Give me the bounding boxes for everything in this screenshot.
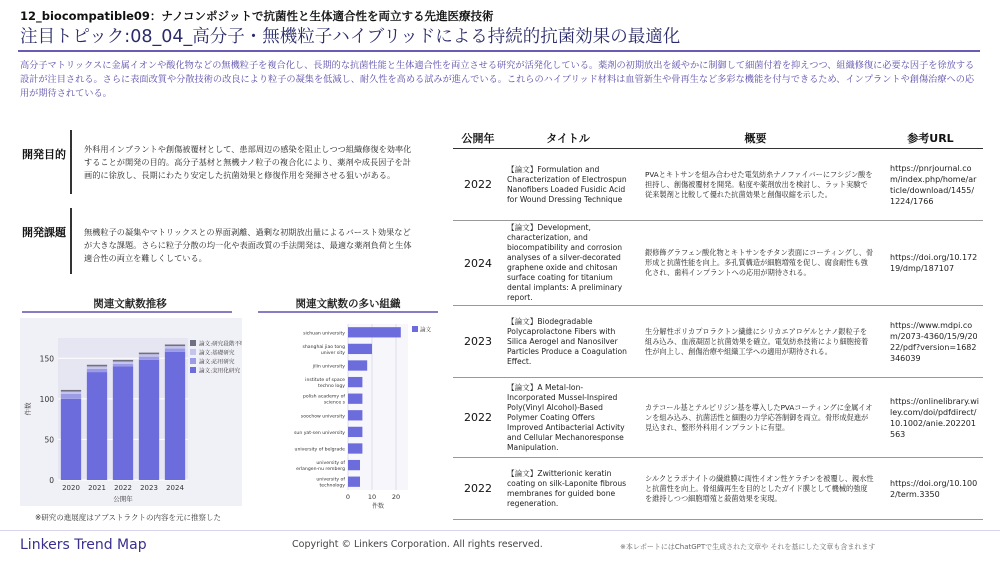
row-url[interactable]: https://pnrjournal.com/index.php/home/article/download/1455/1224/1766 — [878, 149, 983, 221]
table-header-row — [453, 128, 983, 149]
y-tick-label: university of belgrade — [294, 447, 345, 453]
header-summary: 概要 — [633, 128, 878, 149]
bar-segment — [61, 390, 81, 392]
linkers-logo: Linkers Trend Map — [20, 537, 147, 553]
y-tick-label: polish academy of — [302, 394, 345, 400]
bar-segment — [165, 344, 185, 346]
bar-segment — [87, 372, 107, 480]
reference-table — [453, 128, 983, 520]
bar-segment — [139, 354, 159, 356]
x-tick-label: 2024 — [166, 484, 184, 492]
row-summary: 生分解性ポリカプロラクトン繊維にシリカエアロゲルとナノ銀粒子を組み込み、血液凝固と抗菌効果を確立。電気紡糸技術により細胞接着性が向上し、創傷治療や組織工学への適用が期待される。 — [633, 306, 878, 378]
row-summary: PVAとキトサンを組み合わせた電気紡糸ナノファイバーにフシジン酸を担持し、創傷被覆材を開発。粘度や薬剤放出を検討し、ラット実験で従来製剤と比較して優れた抗菌効果と創傷収縮を示した。 — [633, 149, 878, 221]
disclaimer-text: ※本レポートにはChatGPTで生成された文章や それを基にした文章も含まれます — [620, 543, 876, 551]
x-tick-label: 2020 — [62, 484, 80, 492]
row-summary: カテコール基とテルピリジン基を導入したPVAコーティングに金属イオンを組み込み、抗菌活性と細胞の力学応答制御を両立。骨形成促進が見込まれ、整形外科用インプラントに有望。 — [633, 378, 878, 458]
row-year: 2022 — [453, 458, 503, 520]
bar-segment — [165, 349, 185, 352]
bar-segment — [87, 365, 107, 367]
table-row — [453, 306, 983, 378]
bar-segment — [61, 392, 81, 394]
issue-divider — [70, 208, 72, 274]
row-title: 【論文】Biodegradable Polycaprolactone Fibers with Silica Aerogel and Nanosilver Particles Produce a Coagulation Effect. — [503, 306, 633, 378]
bar-segment — [87, 369, 107, 372]
row-title: 【論文】A Metal-Ion-Incorporated Mussel-Inspired Poly(Vinyl Alcohol)-Based Polymer Coating Offers Improved Antibacterial Activity and Cellular Mechanoresponse Manipulation. — [503, 378, 633, 458]
issue-text: 無機粒子の凝集やマトリックスとの界面剥離、過剰な初期放出量によるバースト効果などが大きな課題。さらに粒子分散の均一化や表面改質の手法開発は、最適な薬剤負荷と生体適合性の両立を難しくしている。 — [84, 227, 412, 263]
y-tick-label-cont: technology — [319, 483, 345, 489]
issue-section — [22, 208, 412, 274]
bar-segment — [113, 360, 133, 362]
x-tick-label: 10 — [367, 493, 377, 501]
bar-segment — [139, 353, 159, 355]
org-bar — [348, 360, 367, 370]
y-tick-label: 0 — [49, 476, 54, 485]
bar-segment — [165, 346, 185, 348]
x-tick-label: 2022 — [114, 484, 132, 492]
y-tick-label-cont: science s — [323, 400, 345, 406]
bar-segment — [139, 360, 159, 480]
org-bar — [348, 460, 360, 470]
legend-swatch — [190, 367, 196, 373]
y-tick-label: soochow university — [300, 414, 345, 420]
y-tick-label: 150 — [39, 354, 54, 364]
y-axis-label: 件数 — [24, 402, 32, 416]
header-year: 公開年 — [453, 128, 503, 149]
org-chart-title: 関連文献数の多い組織 — [295, 298, 401, 310]
org-bar — [348, 377, 362, 387]
legend-label: 論文:研究段階不明 — [199, 341, 242, 348]
y-tick-label-cont: univer sity — [320, 350, 345, 356]
x-axis-label: 件数 — [371, 503, 385, 510]
report-code-title: 12_biocompatible09：ナノコンポジットで抗菌性と生体適合性を両立する先進医療技術 — [20, 9, 494, 23]
org-chart-divider — [258, 311, 438, 313]
bar-segment — [87, 366, 107, 368]
legend-label: 論文:基礎研究 — [199, 350, 235, 357]
legend-swatch — [190, 349, 196, 355]
bar-segment — [113, 366, 133, 480]
purpose-text: 外科用インプラントや創傷被覆材として、患部周辺の感染を阻止しつつ組織修復を効率化することが開発の目的。高分子基材と無機ナノ粒子の複合化により、薬剤や成長因子を計画的に徐放し、長期にわたり安定した抗菌効果と修復作用を発揮させる狙いがある。 — [84, 144, 412, 180]
y-tick-label: university of — [316, 461, 345, 467]
legend-label: 論文:応用研究 — [199, 359, 235, 366]
title-divider — [18, 50, 980, 52]
issue-label: 開発課題 — [22, 226, 66, 239]
copyright-text: Copyright © Linkers Corporation. All rights reserved. — [292, 539, 543, 550]
org-bar — [348, 427, 362, 437]
row-title: 【論文】Formulation and Characterization of Electrospun Nanofibers Loaded Fusidic Acid for Wound Dressing Technique — [503, 149, 633, 221]
y-tick-label: university of — [316, 477, 345, 483]
purpose-label: 開発目的 — [22, 148, 66, 161]
row-year: 2022 — [453, 149, 503, 221]
x-tick-label: 2021 — [88, 484, 106, 492]
legend-label: 論文 — [420, 327, 432, 334]
page-title: 注目トピック:08_04_高分子・無機粒子ハイブリッドによる持続的抗菌効果の最適化 — [20, 27, 681, 47]
legend-swatch — [412, 326, 418, 332]
header-title: タイトル — [503, 128, 633, 149]
purpose-divider — [70, 130, 72, 194]
x-tick-label: 2023 — [140, 484, 158, 492]
y-tick-label-cont: techno logy — [318, 384, 345, 390]
trend-chart-svg — [20, 318, 242, 506]
purpose-section — [22, 130, 412, 194]
org-bar — [348, 477, 360, 487]
row-summary: 銀修飾グラフェン酸化物とキトサンをチタン表面にコーティングし、骨形成と抗菌性能を向上。多孔質構造が細胞増殖を促し、腐食耐性も強化され、歯科インプラントへの応用が期待される。 — [633, 221, 878, 306]
row-url[interactable]: https://onlinelibrary.wiley.com/doi/pdfdirect/10.1002/anie.202201563 — [878, 378, 983, 458]
table-row — [453, 378, 983, 458]
trend-chart-divider — [22, 311, 232, 313]
org-bar — [348, 443, 362, 453]
table-row — [453, 149, 983, 221]
x-tick-label: 0 — [345, 493, 351, 501]
bar-segment — [113, 364, 133, 366]
bar-segment — [113, 362, 133, 364]
org-bar — [348, 394, 362, 404]
org-bar — [348, 410, 362, 420]
y-tick-label: sichuan university — [303, 331, 345, 337]
bar-segment — [61, 394, 81, 399]
row-url[interactable]: https://doi.org/10.17219/dmp/187107 — [878, 221, 983, 306]
org-chart-svg — [256, 318, 442, 510]
bar-segment — [139, 357, 159, 360]
row-summary: シルクとラポナイトの繊維膜に両性イオン性ケラチンを被覆し、親水性と抗菌性を向上。骨組織再生を目的としたガイド膜として機械的強度を維持しつつ細胞増殖と殺菌効果を実現。 — [633, 458, 878, 520]
row-url[interactable]: https://doi.org/10.1002/term.3350 — [878, 458, 983, 520]
y-tick-label: shanghai jiao tong — [302, 344, 345, 350]
trend-chart — [20, 318, 242, 506]
org-bar — [348, 344, 372, 354]
legend-swatch — [190, 340, 196, 346]
table-row — [453, 221, 983, 306]
y-tick-label: institute of space — [305, 378, 345, 384]
header-url: 参考URL — [878, 128, 983, 149]
bar-segment — [165, 352, 185, 480]
table-row — [453, 458, 983, 520]
y-tick-label: 50 — [44, 435, 54, 445]
footer-divider — [0, 530, 1000, 531]
row-year: 2022 — [453, 378, 503, 458]
bar-segment — [61, 399, 81, 480]
row-year: 2023 — [453, 306, 503, 378]
chart-note: ※研究の進展度はアブストラクトの内容を元に推察した — [35, 513, 221, 522]
y-tick-label-cont: erlangen-nu remberg — [296, 467, 345, 473]
row-url[interactable]: https://www.mdpi.com/2073-4360/15/9/2022/pdf?version=1682346039 — [878, 306, 983, 378]
intro-paragraph: 高分子マトリックスに金属イオンや酸化物などの無機粒子を複合化し、長期的な抗菌性能と生体適合性を両立させる研究が活発化している。薬剤の初期放出を緩やかに制御して細菌付着を抑えつつ、組織修復に必要な因子を徐放する設計が注目される。さらに表面改質や分散技術の改良により粒子の凝集を低減し、耐久性を高める試みが進んでいる。これらのハイブリッド材料は血管新生や骨再生など多彩な機能を付与できるため、インプラントや創傷治療への応用が期待されている。 — [20, 60, 975, 99]
x-tick-label: 20 — [391, 493, 401, 501]
row-title: 【論文】Zwitterionic keratin coating on silk-Laponite fibrous membranes for guided bone regeneration. — [503, 458, 633, 520]
org-chart — [256, 318, 442, 510]
y-tick-label: jilin university — [312, 364, 345, 370]
trend-chart-title: 関連文献数推移 — [93, 298, 167, 310]
org-bar — [348, 327, 401, 337]
row-title: 【論文】Development, characterization, and biocompatibility and corrosion analyses of a silver-decorated graphene oxide and chitosan surface coating for titanium dental implants: A preliminary report. — [503, 221, 633, 306]
legend-swatch — [190, 358, 196, 364]
legend-label: 論文:実用化研究 — [199, 368, 241, 375]
x-axis-label: 公開年 — [113, 495, 133, 503]
y-tick-label: 100 — [39, 394, 54, 404]
row-year: 2024 — [453, 221, 503, 306]
y-tick-label: sun yat-sen university — [294, 430, 345, 436]
